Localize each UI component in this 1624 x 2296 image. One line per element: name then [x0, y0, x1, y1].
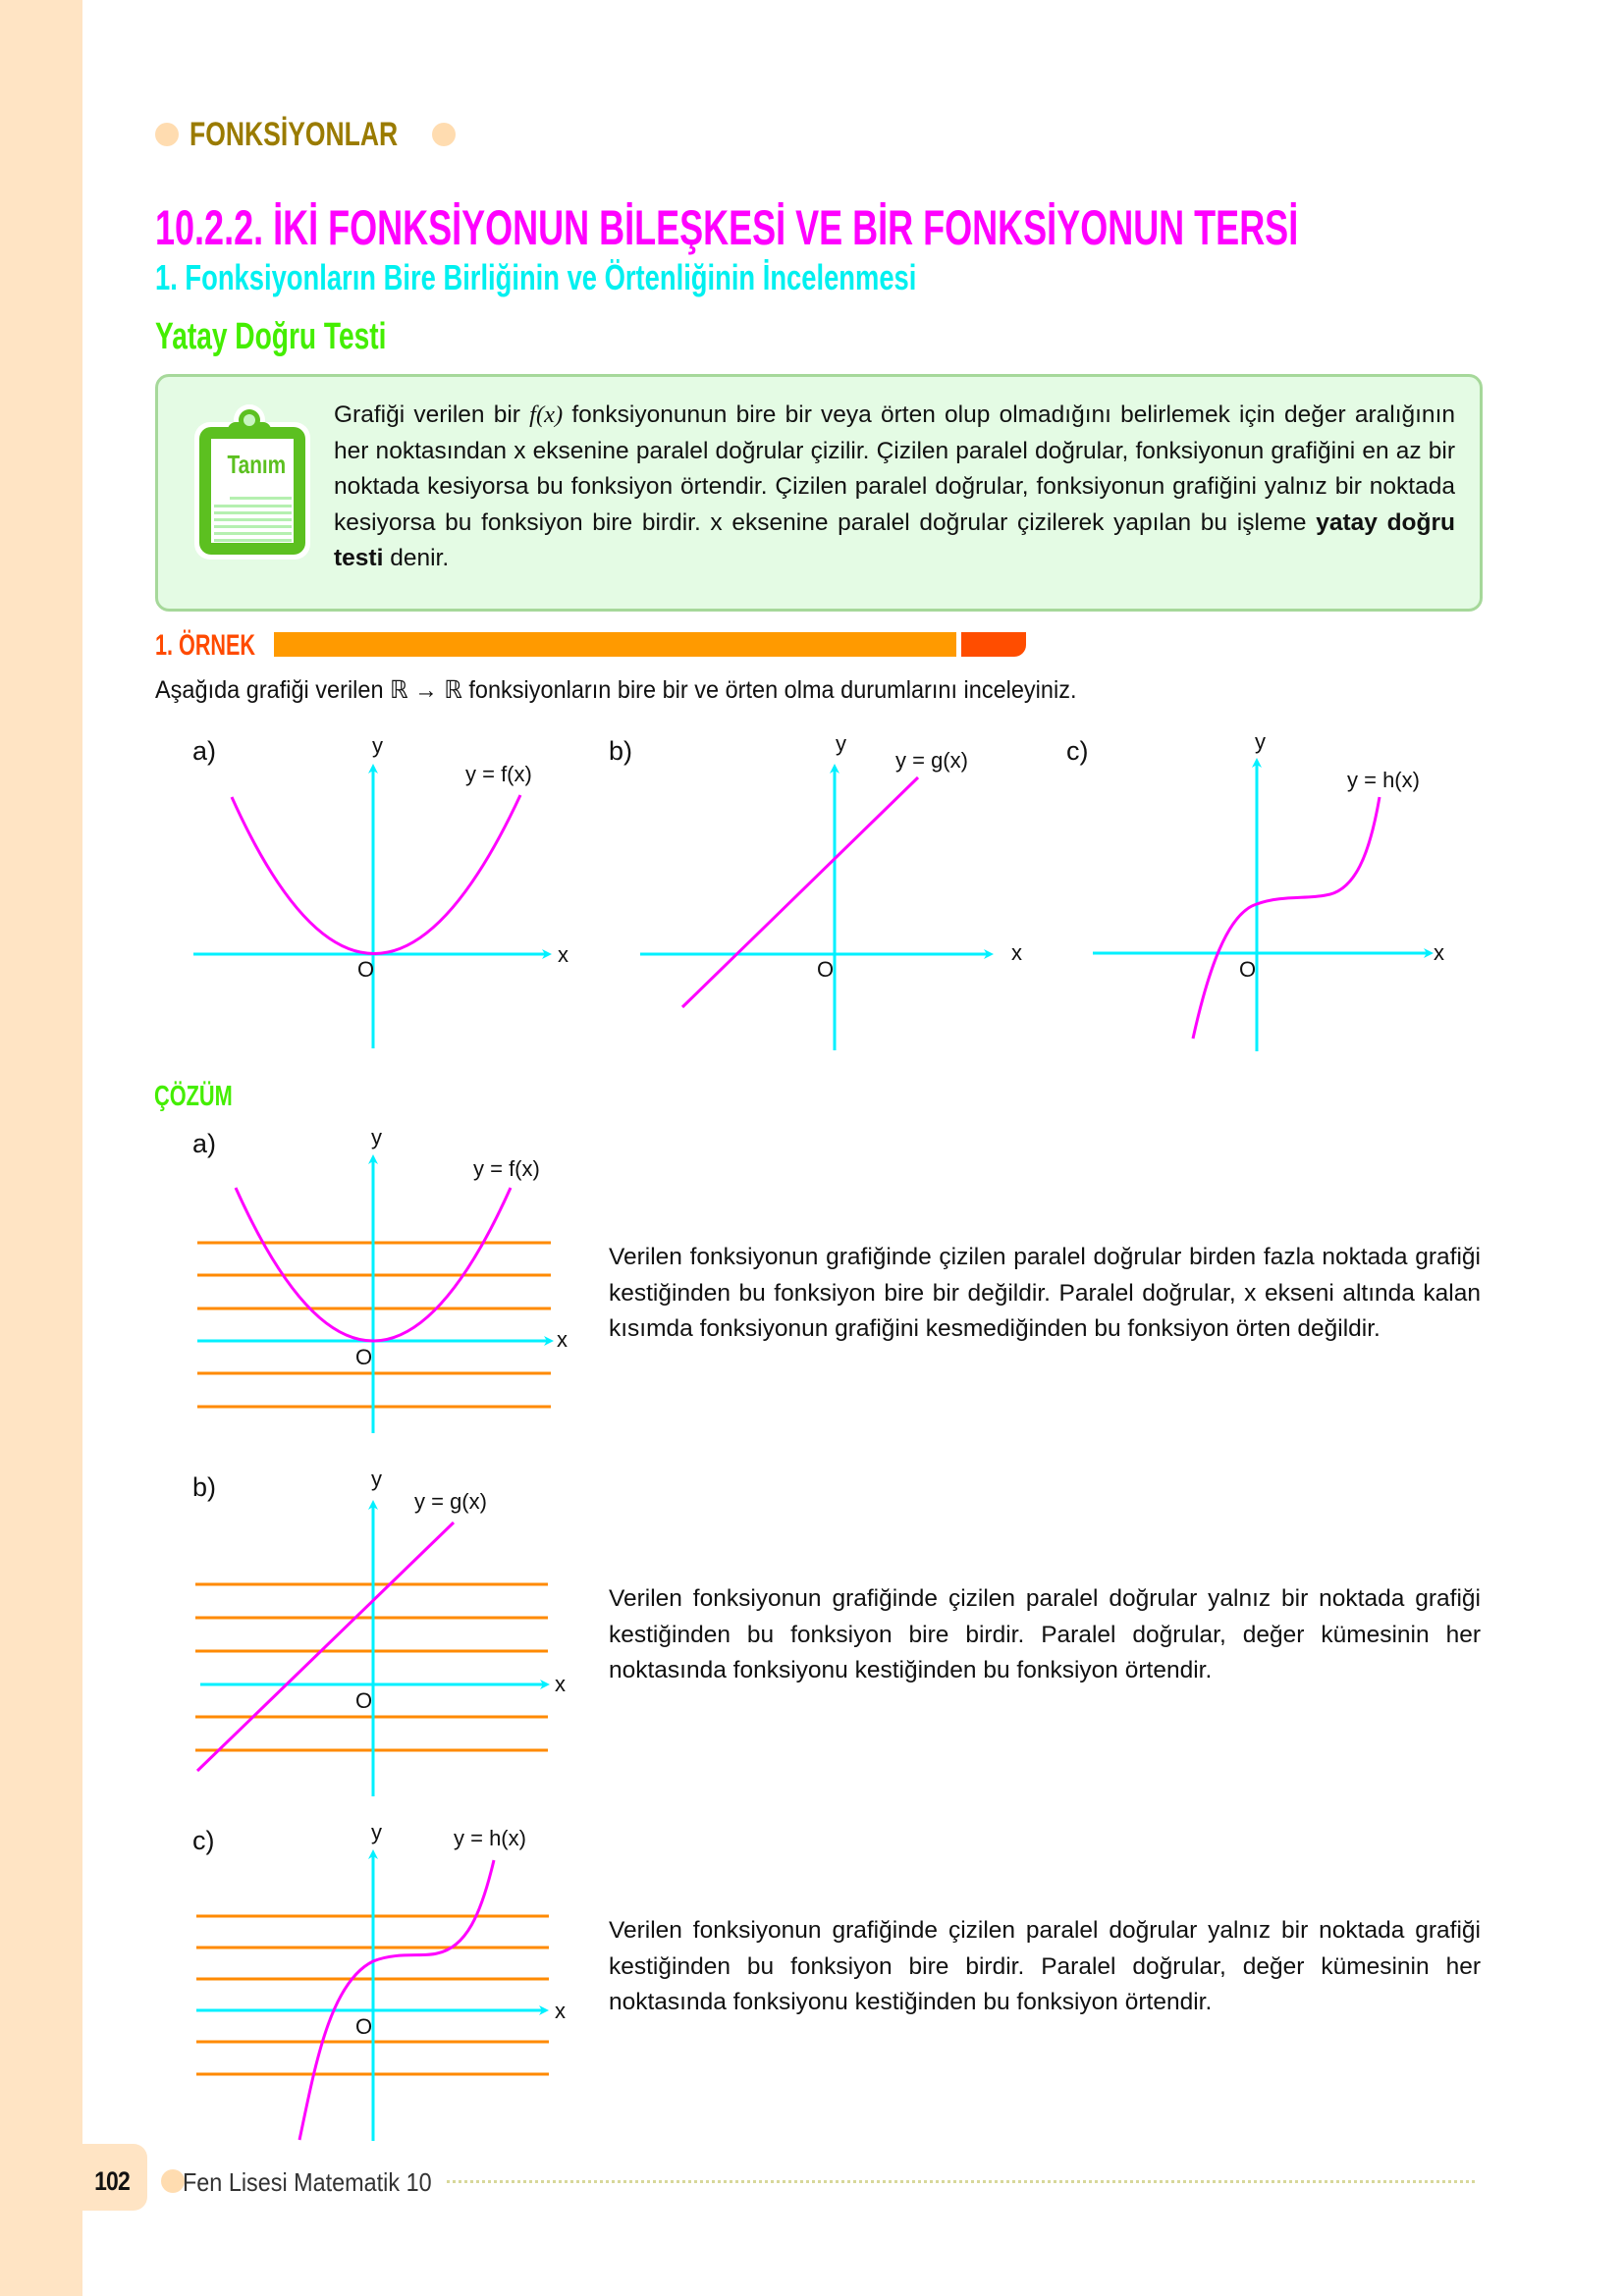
function-notation: f(x)	[529, 401, 564, 428]
graph-b-origin-label: O	[817, 957, 835, 982]
page-title-text: 10.2.2. İKİ FONKSİYONUN BİLEŞKESİ VE BİR FONKSİYONUN TERSİ	[155, 200, 1299, 255]
solution-c-origin-label: O	[355, 2014, 373, 2039]
example-prompt: Aşağıda grafiği verilen ℝ → ℝ fonksiyonların bire bir ve örten olma durumlarını inceleyiniz.	[155, 676, 1077, 704]
header-dot-left	[155, 123, 179, 146]
definition-icon-label: Tanım	[227, 450, 286, 479]
graph-a-x-axis-label: x	[558, 942, 568, 967]
section-heading	[155, 316, 467, 358]
solution-a-x-axis-label: x	[557, 1327, 568, 1352]
clipboard-definition-icon	[192, 402, 312, 561]
solution-b-y-axis-label: y	[371, 1467, 382, 1491]
graph-c-y-axis-label: y	[1255, 729, 1266, 754]
solution-label: ÇÖZÜM	[154, 1081, 233, 1112]
graph-a-origin-label: O	[357, 957, 375, 982]
chapter-heading-text: FONKSİYONLAR	[189, 116, 399, 153]
solution-b-text: Verilen fonksiyonun grafiğinde çizilen paralel doğrular yalnız bir noktada grafiği kestiğinden bu fonksiyon bire birdir. Paralel doğrular, değer kümesinin her noktasında fonksiyonu kestiğinden bu fonksiyon örtendir.	[609, 1585, 1481, 1684]
graph-b-x-axis-label: x	[1011, 940, 1022, 965]
definition-text: Grafiği verilen bir f(x) fonksiyonunun bire bir veya örten olup olmadığını belirlemek için değer aralığının her noktasından x eksenine paralel doğrular çizilir. Çizilen paralel doğrular, fonksiyonun grafiğini en az bir noktada kesiyorsa bu fonksiyon örtendir. Çizilen paralel doğrular, fonksiyonun grafiğini yalnız bir noktada kesiyorsa bu fonksiyon bire birdir. x eksenine paralel doğrular çizilerek yapılan bu işleme yatay doğru testi denir.	[334, 401, 1455, 572]
page-subtitle-text: 1. Fonksiyonların Bire Birliğinin ve Örtenliğinin İncelenmesi	[155, 257, 917, 297]
solution-a-y-axis-label: y	[371, 1125, 382, 1149]
example-bar-orange	[274, 632, 956, 657]
key-term: yatay doğru testi	[334, 508, 1455, 572]
graph-c-origin-label: O	[1239, 957, 1257, 982]
solution-a-text: Verilen fonksiyonun grafiğinde çizilen paralel doğrular birden fazla noktada grafiği kestiğinden bu fonksiyon bire bir değildir. Paralel doğrular, x ekseni altında kalan kısımda fonksiyonun grafiğini kesmediğinden bu fonksiyon örten değildir.	[609, 1244, 1481, 1343]
solution-b-origin-label: O	[355, 1688, 373, 1713]
graph-c-func-label: y = h(x)	[1347, 768, 1420, 792]
footer-book-title: Fen Lisesi Matematik 10	[183, 2167, 432, 2197]
solution-b-label: b)	[192, 1472, 217, 1502]
solution-c-graph	[187, 1845, 579, 2150]
graph-b-label: b)	[609, 736, 633, 766]
graph-b-func-label: y = g(x)	[895, 748, 968, 773]
graph-c-cubic	[1080, 726, 1492, 1070]
solution-c-func-label: y = h(x)	[454, 1826, 526, 1850]
example-label: 1. ÖRNEK	[155, 629, 256, 662]
graph-c-label: c)	[1066, 736, 1089, 766]
solution-a-func-label: y = f(x)	[473, 1156, 540, 1181]
header-dot-right	[432, 123, 456, 146]
solution-c-text: Verilen fonksiyonun grafiğinde çizilen paralel doğrular yalnız bir noktada grafiği kestiğinden bu fonksiyon bire birdir. Paralel doğrular, değer kümesinin her noktasında fonksiyonu kestiğinden bu fonksiyon örtendir.	[609, 1917, 1481, 2016]
solution-c-x-axis-label: x	[555, 1999, 566, 2023]
solution-a-graph	[187, 1139, 579, 1443]
solution-b-func-label: y = g(x)	[414, 1489, 487, 1514]
solution-b-graph	[187, 1492, 579, 1806]
chapter-heading	[189, 116, 457, 154]
graph-a-label: a)	[192, 736, 217, 766]
graph-b-y-axis-label: y	[836, 731, 846, 756]
graph-c-x-axis-label: x	[1434, 940, 1444, 965]
left-margin-bar	[0, 0, 82, 2296]
page-subtitle	[155, 257, 1157, 298]
graph-a-func-label: y = f(x)	[465, 762, 532, 786]
graph-a-y-axis-label: y	[372, 733, 383, 758]
graph-b-line	[628, 726, 1041, 1070]
solution-b-x-axis-label: x	[555, 1672, 566, 1696]
example-bar-red	[961, 632, 1026, 657]
solution-c-label: c)	[192, 1826, 215, 1855]
graph-a-parabola	[187, 726, 599, 1070]
footer-dot	[161, 2169, 185, 2193]
solution-a-label: a)	[192, 1129, 217, 1158]
footer-dotted-rule	[447, 2180, 1475, 2183]
solution-c-y-axis-label: y	[371, 1820, 382, 1844]
solution-a-origin-label: O	[355, 1345, 373, 1369]
section-heading-text: Yatay Doğru Testi	[155, 316, 387, 357]
page-number: 102	[94, 2166, 130, 2196]
page-title	[155, 199, 1624, 256]
